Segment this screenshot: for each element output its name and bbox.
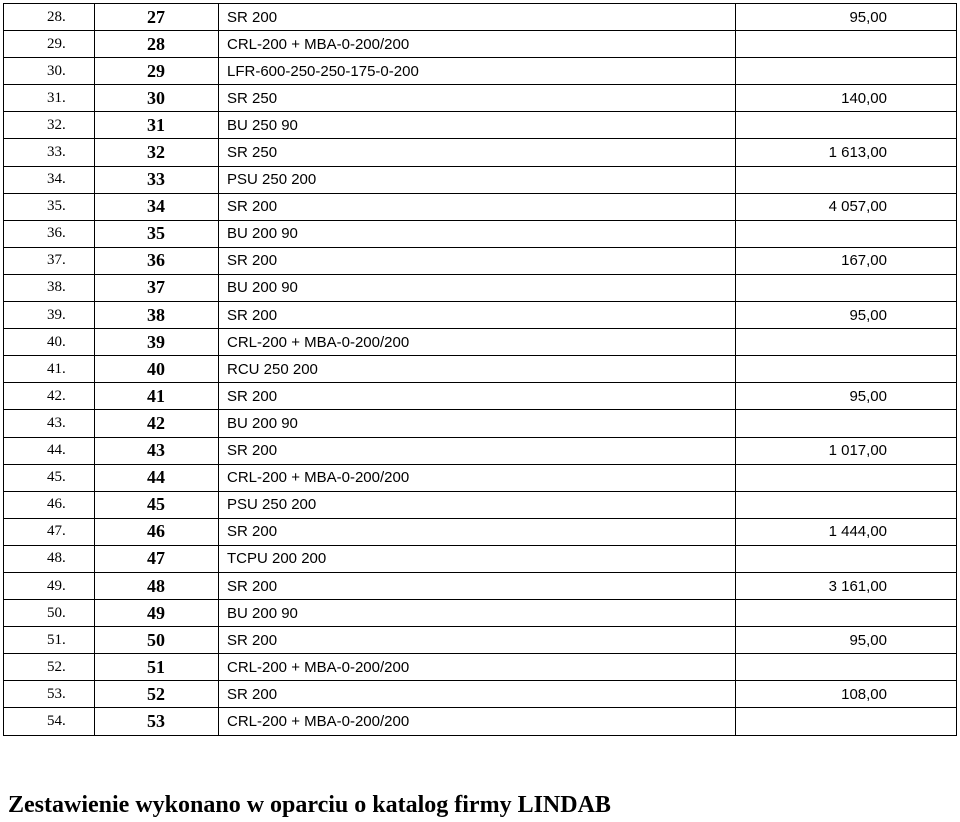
item-name-cell: SR 200 [219,627,736,654]
table-row [4,708,957,735]
table-row [4,491,957,518]
item-name-cell: BU 200 90 [219,600,736,627]
table-row [4,85,957,112]
row-index-cell: 35. [4,193,95,220]
item-number-cell: 36 [95,247,219,274]
item-value: 95,00 [849,631,887,649]
row-index-cell: 38. [4,274,95,301]
row-index-cell: 45. [4,464,95,491]
item-name-cell: SR 200 [219,681,736,708]
item-value-cell [736,356,957,383]
row-index-cell: 30. [4,58,95,85]
item-value-cell [736,545,957,572]
item-name-cell: BU 200 90 [219,410,736,437]
item-name-cell: SR 200 [219,302,736,329]
row-index-cell: 44. [4,437,95,464]
item-value: 95,00 [849,8,887,26]
item-value-cell [736,247,957,274]
table-row [4,600,957,627]
item-number-cell: 32 [95,139,219,166]
item-number-cell: 41 [95,383,219,410]
table-row [4,193,957,220]
item-value-cell [736,654,957,681]
item-number-cell: 30 [95,85,219,112]
item-value: 1 017,00 [828,442,887,460]
item-value-cell [736,518,957,545]
item-number-cell: 50 [95,627,219,654]
item-name-cell: CRL-200 + MBA-0-200/200 [219,654,736,681]
item-name-cell: SR 200 [219,437,736,464]
item-number-cell: 47 [95,545,219,572]
table-row [4,58,957,85]
table-row [4,437,957,464]
item-number-cell: 35 [95,220,219,247]
item-number-cell: 53 [95,708,219,735]
row-index-cell: 51. [4,627,95,654]
item-number-cell: 43 [95,437,219,464]
item-name-cell: LFR-600-250-250-175-0-200 [219,58,736,85]
item-number-cell: 37 [95,274,219,301]
item-number-cell: 48 [95,572,219,599]
item-name-cell: TCPU 200 200 [219,545,736,572]
item-name-cell: SR 250 [219,85,736,112]
row-index-cell: 52. [4,654,95,681]
item-name-cell: CRL-200 + MBA-0-200/200 [219,708,736,735]
item-number-cell: 44 [95,464,219,491]
row-index-cell: 34. [4,166,95,193]
item-value-cell [736,193,957,220]
table-row [4,112,957,139]
item-value-cell [736,681,957,708]
row-index-cell: 42. [4,383,95,410]
row-index-cell: 50. [4,600,95,627]
table-row [4,356,957,383]
item-value-cell [736,627,957,654]
item-number-cell: 42 [95,410,219,437]
row-index-cell: 53. [4,681,95,708]
row-index-cell: 41. [4,356,95,383]
item-value: 1 444,00 [828,523,887,541]
item-value: 95,00 [849,306,887,324]
row-index-cell: 28. [4,4,95,31]
item-value-cell [736,85,957,112]
table-row [4,247,957,274]
row-index-cell: 46. [4,491,95,518]
item-name-cell: BU 200 90 [219,274,736,301]
item-name-cell: BU 250 90 [219,112,736,139]
item-value: 4 057,00 [828,198,887,216]
row-index-cell: 43. [4,410,95,437]
table-row [4,627,957,654]
row-index-cell: 31. [4,85,95,112]
table-row [4,166,957,193]
item-value-cell [736,491,957,518]
footer-note: Zestawienie wykonano w oparciu o katalog firmy LINDAB [8,792,611,818]
item-value-cell [736,708,957,735]
item-name-cell: SR 200 [219,4,736,31]
item-value: 167,00 [841,252,887,270]
item-name-cell: SR 200 [219,383,736,410]
item-name-cell: PSU 250 200 [219,491,736,518]
item-value-cell [736,4,957,31]
row-index-cell: 36. [4,220,95,247]
row-index-cell: 37. [4,247,95,274]
table-row [4,139,957,166]
items-table [3,3,957,736]
row-index-cell: 39. [4,302,95,329]
item-number-cell: 46 [95,518,219,545]
row-index-cell: 48. [4,545,95,572]
table-row [4,220,957,247]
table-row [4,572,957,599]
table-row [4,545,957,572]
item-name-cell: BU 200 90 [219,220,736,247]
item-name-cell: SR 250 [219,139,736,166]
item-value-cell [736,31,957,58]
item-number-cell: 33 [95,166,219,193]
item-name-cell: RCU 250 200 [219,356,736,383]
row-index-cell: 49. [4,572,95,599]
row-index-cell: 54. [4,708,95,735]
item-value-cell [736,383,957,410]
item-number-cell: 27 [95,4,219,31]
item-value: 1 613,00 [828,144,887,162]
table-row [4,31,957,58]
item-value-cell [736,600,957,627]
item-number-cell: 40 [95,356,219,383]
item-value: 3 161,00 [828,577,887,595]
item-number-cell: 39 [95,329,219,356]
item-name-cell: CRL-200 + MBA-0-200/200 [219,31,736,58]
item-value-cell [736,464,957,491]
table-row [4,464,957,491]
table-row [4,4,957,31]
item-name-cell: SR 200 [219,572,736,599]
item-number-cell: 51 [95,654,219,681]
item-number-cell: 38 [95,302,219,329]
table-row [4,410,957,437]
item-number-cell: 31 [95,112,219,139]
table-row [4,681,957,708]
item-value-cell [736,58,957,85]
item-name-cell: CRL-200 + MBA-0-200/200 [219,464,736,491]
item-number-cell: 29 [95,58,219,85]
item-value-cell [736,329,957,356]
item-value-cell [736,302,957,329]
table-row [4,274,957,301]
table-row [4,302,957,329]
item-name-cell: CRL-200 + MBA-0-200/200 [219,329,736,356]
item-number-cell: 34 [95,193,219,220]
item-value-cell [736,274,957,301]
item-number-cell: 52 [95,681,219,708]
item-value-cell [736,572,957,599]
item-number-cell: 28 [95,31,219,58]
item-name-cell: SR 200 [219,247,736,274]
item-value-cell [736,112,957,139]
item-name-cell: PSU 250 200 [219,166,736,193]
item-value-cell [736,410,957,437]
items-table-body [4,4,957,736]
item-value: 140,00 [841,89,887,107]
item-value: 108,00 [841,685,887,703]
item-value-cell [736,139,957,166]
table-row [4,654,957,681]
row-index-cell: 32. [4,112,95,139]
row-index-cell: 47. [4,518,95,545]
item-value-cell [736,166,957,193]
row-index-cell: 40. [4,329,95,356]
table-row [4,518,957,545]
item-number-cell: 49 [95,600,219,627]
item-name-cell: SR 200 [219,518,736,545]
row-index-cell: 33. [4,139,95,166]
item-value: 95,00 [849,387,887,405]
item-name-cell: SR 200 [219,193,736,220]
item-value-cell [736,437,957,464]
table-row [4,383,957,410]
item-value-cell [736,220,957,247]
item-number-cell: 45 [95,491,219,518]
table-row [4,329,957,356]
row-index-cell: 29. [4,31,95,58]
